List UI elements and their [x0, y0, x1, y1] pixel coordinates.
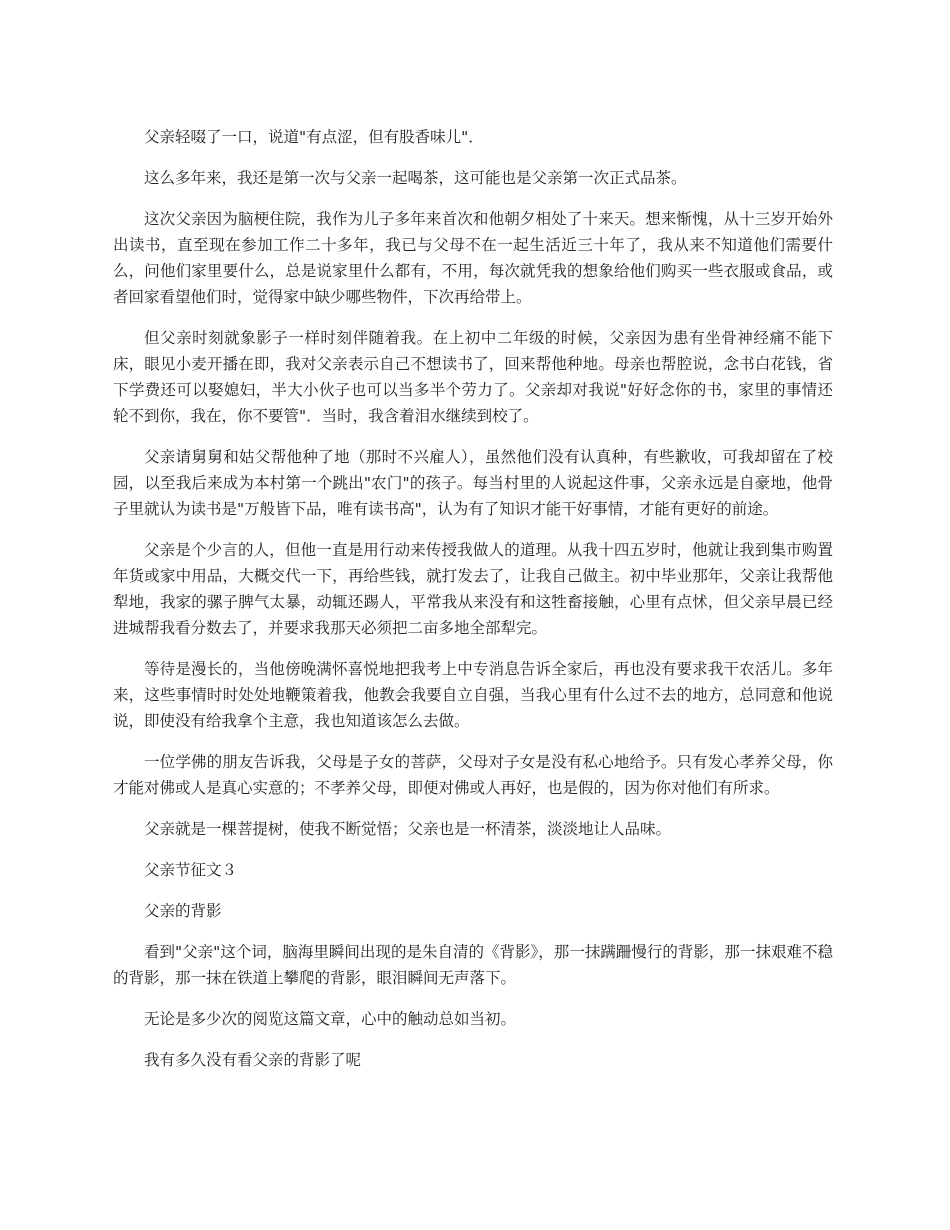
paragraph: 一位学佛的朋友告诉我，父母是子女的菩萨，父母对子女是没有私心地给予。只有发心孝养父母，你才能对佛或人是真心实意的；不孝养父母，即便对佛或人再好，也是假的，因为你对他们有所求。	[113, 753, 833, 797]
essay-title: 父亲的背影	[144, 902, 222, 920]
paragraph: 父亲是个少言的人，但他一直是用行动来传授我做人的道理。从我十四五岁时，他就让我到集市购置年货或家中用品，大概交代一下，再给些钱，就打发去了，让我自己做主。初中毕业那年，父亲让我帮他犁地，我家的骡子脾气太暴，动辄还踢人，平常我从来没有和这牲畜接触，心里有点怵，但父亲早晨已经进城帮我看分数去了，并要求我那天必须把二亩多地全部犁完。	[113, 541, 833, 637]
paragraph: 我有多久没有看父亲的背影了呢	[144, 1051, 362, 1069]
paragraph: 但父亲时刻就象影子一样时刻伴随着我。在上初中二年级的时候，父亲因为患有坐骨神经痛不能下床，眼见小麦开播在即，我对父亲表示自己不想读书了，回来帮他种地。母亲也帮腔说，念书白花钱，省下学费还可以娶媳妇，半大小伙子也可以当多半个劳力了。父亲却对我说"好好念你的书，家里的事情还轮不到你，我在，你不要管"．当时，我含着泪水继续到校了。	[113, 329, 833, 425]
paragraph: 等待是漫长的，当他傍晚满怀喜悦地把我考上中专消息告诉全家后，再也没有要求我干农活儿。多年来，这些事情时时处处地鞭策着我，他教会我要自立自强，当我心里有什么过不去的地方，总同意和他说说，即使没有给我拿个主意，我也知道该怎么去做。	[113, 660, 833, 730]
paragraph: 父亲就是一棵菩提树，使我不断觉悟；父亲也是一杯清茶，淡淡地让人品味。	[144, 820, 672, 838]
paragraph: 无论是多少次的阅览这篇文章，心中的触动总如当初。	[144, 1010, 517, 1028]
paragraph: 父亲请舅舅和姑父帮他种了地（那时不兴雇人），虽然他们没有认真种，有些歉收，可我却留在了校园，以至我后来成为本村第一个跳出"农门"的孩子。每当村里的人说起这件事，父亲永远是自豪地，他骨子里就认为读书是"万般皆下品，唯有读书高"，认为有了知识才能干好事情，才能有更好的前途。	[113, 448, 833, 518]
document-body	[113, 124, 833, 1088]
paragraph: 这次父亲因为脑梗住院，我作为儿子多年来首次和他朝夕相处了十来天。想来惭愧，从十三岁开始外出读书，直至现在参加工作二十多年，我已与父母不在一起生活近三十年了，我从来不知道他们需要什么，问他们家里要什么，总是说家里什么都有，不用，每次就凭我的想象给他们购买一些衣服或食品，或者回家看望他们时，觉得家中缺少哪些物件，下次再给带上。	[113, 210, 833, 306]
paragraph: 看到"父亲"这个词，脑海里瞬间出现的是朱自清的《背影》，那一抹蹒跚慢行的背影，那一抹艰难不稳的背影，那一抹在铁道上攀爬的背影，眼泪瞬间无声落下。	[113, 943, 833, 987]
section-heading: 父亲节征文３	[144, 861, 238, 879]
paragraph: 这么多年来，我还是第一次与父亲一起喝茶，这可能也是父亲第一次正式品茶。	[144, 169, 687, 187]
paragraph: 父亲轻啜了一口，说道"有点涩，但有股香味儿"．	[144, 128, 484, 146]
